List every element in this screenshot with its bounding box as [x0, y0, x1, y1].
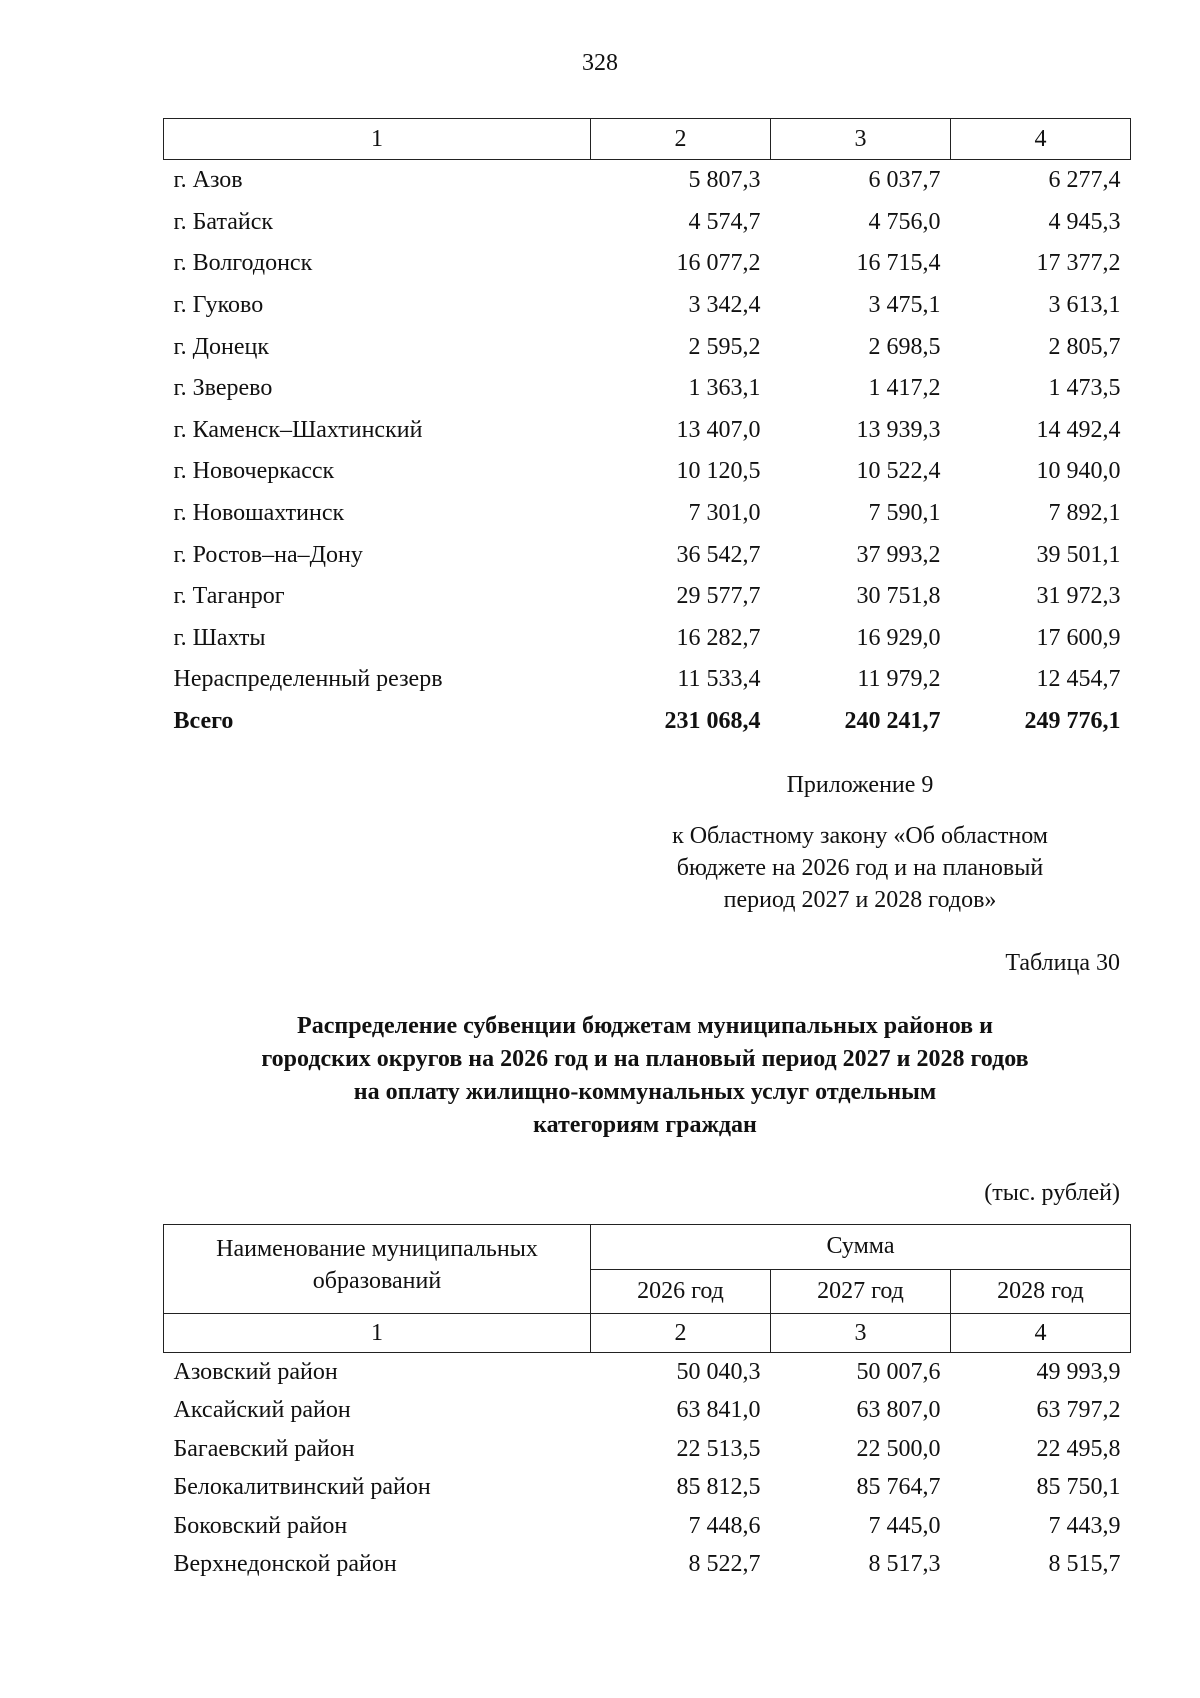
value-2028: 7 892,1: [1048, 500, 1121, 527]
value-2028: 22 495,8: [1036, 1435, 1121, 1462]
value-2026: 231 068,4: [664, 708, 761, 735]
table-row: [164, 410, 1131, 452]
value-2027: 1 417,2: [868, 375, 941, 402]
title-line: городских округов на 2026 год и на плановый период 2027 и 2028 годов: [261, 1046, 1029, 1072]
value-2027: 30 751,8: [856, 583, 941, 610]
row-name: г. Новошахтинск: [173, 500, 345, 527]
table-row: [164, 285, 1131, 327]
value-2026: 16 077,2: [676, 250, 761, 277]
table-row: [164, 534, 1131, 576]
row-name: г. Новочеркасск: [173, 458, 335, 485]
value-2027: 11 979,2: [857, 666, 941, 693]
column-number: 2: [591, 1314, 771, 1353]
value-2026: 50 040,3: [676, 1358, 761, 1385]
column-number: 1: [164, 119, 591, 160]
row-name: г. Каменск–Шахтинский: [173, 416, 423, 443]
table-row: [164, 1430, 1131, 1469]
value-2026: 7 301,0: [688, 500, 761, 527]
units-label: (тыс. рублей): [984, 1180, 1120, 1206]
row-name: Аксайский район: [173, 1397, 351, 1424]
value-2028: 1 473,5: [1048, 375, 1121, 402]
column-number: 4: [951, 119, 1131, 160]
total-row: [164, 701, 1131, 743]
table-row: [164, 659, 1131, 701]
table-row: [164, 243, 1131, 285]
appendix-reference: [600, 820, 1120, 916]
value-2028: 14 492,4: [1036, 416, 1121, 443]
appendix-ref-line: бюджете на 2026 год и на плановый: [676, 855, 1044, 881]
header-name: Наименование муниципальных образований: [164, 1225, 591, 1314]
table-label: Таблица 30: [1005, 950, 1120, 976]
header-year: 2028 год: [951, 1269, 1131, 1314]
value-2028: 4 945,3: [1048, 208, 1121, 235]
table-row: [164, 202, 1131, 244]
row-name: Всего: [173, 708, 234, 735]
value-2028: 17 377,2: [1036, 250, 1121, 277]
table-row: [164, 326, 1131, 368]
value-2027: 22 500,0: [856, 1435, 941, 1462]
column-number: 4: [951, 1314, 1131, 1353]
value-2027: 3 475,1: [868, 292, 941, 319]
column-number: 3: [771, 1314, 951, 1353]
title-line: на оплату жилищно-коммунальных услуг отдельным: [353, 1079, 937, 1105]
value-2026: 8 522,7: [688, 1551, 761, 1578]
value-2026: 11 533,4: [677, 666, 761, 693]
value-2028: 2 805,7: [1048, 333, 1121, 360]
value-2027: 50 007,6: [856, 1358, 941, 1385]
header-sum: Сумма: [591, 1225, 1131, 1270]
row-name: г. Шахты: [173, 624, 266, 651]
header-row: [164, 1225, 1131, 1270]
subvention-table: [163, 1224, 1131, 1584]
page-number: 328: [582, 50, 618, 76]
value-2028: 49 993,9: [1036, 1358, 1121, 1385]
value-2028: 6 277,4: [1048, 167, 1121, 194]
value-2026: 10 120,5: [676, 458, 761, 485]
row-name: Азовский район: [173, 1358, 338, 1385]
value-2028: 17 600,9: [1036, 624, 1121, 651]
table-row: [164, 160, 1131, 202]
value-2028: 8 515,7: [1048, 1551, 1121, 1578]
value-2027: 8 517,3: [868, 1551, 941, 1578]
row-name: Верхнедонской район: [173, 1551, 397, 1578]
table-row: [164, 1392, 1131, 1431]
table-row: [164, 1546, 1131, 1585]
value-2026: 2 595,2: [688, 333, 761, 360]
value-2027: 2 698,5: [868, 333, 941, 360]
value-2026: 1 363,1: [688, 375, 761, 402]
header-year: 2027 год: [771, 1269, 951, 1314]
value-2026: 22 513,5: [676, 1435, 761, 1462]
column-number: 3: [771, 119, 951, 160]
value-2026: 5 807,3: [688, 167, 761, 194]
title-line: Распределение субвенции бюджетам муниципальных районов и: [297, 1013, 993, 1039]
row-name: г. Таганрог: [173, 583, 285, 610]
value-2027: 63 807,0: [856, 1397, 941, 1424]
value-2027: 85 764,7: [856, 1474, 941, 1501]
row-name: г. Гуково: [173, 292, 264, 319]
value-2027: 4 756,0: [868, 208, 941, 235]
row-name: Боковский район: [173, 1512, 348, 1539]
row-name: г. Батайск: [173, 208, 274, 235]
value-2028: 12 454,7: [1036, 666, 1121, 693]
row-name: г. Ростов–на–Дону: [173, 541, 363, 568]
value-2027: 10 522,4: [856, 458, 941, 485]
value-2027: 16 929,0: [856, 624, 941, 651]
table-row: [164, 1353, 1131, 1392]
row-name: Нераспределенный резерв: [173, 666, 443, 693]
column-number-row: [164, 1314, 1131, 1353]
table-row: [164, 1469, 1131, 1508]
value-2026: 13 407,0: [676, 416, 761, 443]
value-2026: 85 812,5: [676, 1474, 761, 1501]
row-name: Багаевский район: [173, 1435, 355, 1462]
value-2028: 3 613,1: [1048, 292, 1121, 319]
value-2028: 31 972,3: [1036, 583, 1121, 610]
column-number: 1: [164, 1314, 591, 1353]
value-2027: 6 037,7: [868, 167, 941, 194]
appendix-ref-line: к Областному закону «Об областном: [672, 823, 1048, 849]
header-year: 2026 год: [591, 1269, 771, 1314]
value-2026: 3 342,4: [688, 292, 761, 319]
row-name: г. Азов: [173, 167, 243, 194]
row-name: г. Зверево: [173, 375, 273, 402]
row-name: г. Волгодонск: [173, 250, 313, 277]
appendix-ref-line: период 2027 и 2028 годов»: [723, 887, 997, 913]
table-row: [164, 576, 1131, 618]
value-2026: 7 448,6: [688, 1512, 761, 1539]
value-2027: 7 590,1: [868, 500, 941, 527]
value-2027: 37 993,2: [856, 541, 941, 568]
table-row: [164, 493, 1131, 535]
value-2028: 249 776,1: [1024, 708, 1121, 735]
value-2028: 10 940,0: [1036, 458, 1121, 485]
value-2028: 39 501,1: [1036, 541, 1121, 568]
table-continuation: [163, 118, 1131, 742]
table-title: [150, 1010, 1140, 1142]
value-2028: 7 443,9: [1048, 1512, 1121, 1539]
value-2026: 29 577,7: [676, 583, 761, 610]
column-number: 2: [591, 119, 771, 160]
table-row: [164, 451, 1131, 493]
value-2026: 16 282,7: [676, 624, 761, 651]
value-2027: 13 939,3: [856, 416, 941, 443]
row-name: Белокалитвинский район: [173, 1474, 431, 1501]
value-2027: 7 445,0: [868, 1512, 941, 1539]
value-2027: 240 241,7: [844, 708, 941, 735]
value-2026: 36 542,7: [676, 541, 761, 568]
value-2026: 63 841,0: [676, 1397, 761, 1424]
column-number-row: [164, 119, 1131, 160]
appendix-label: Приложение 9: [786, 772, 934, 798]
value-2027: 16 715,4: [856, 250, 941, 277]
table-row: [164, 368, 1131, 410]
table-row: [164, 1507, 1131, 1546]
value-2026: 4 574,7: [688, 208, 761, 235]
title-line: категориям граждан: [533, 1112, 757, 1138]
row-name: г. Донецк: [173, 333, 270, 360]
value-2028: 85 750,1: [1036, 1474, 1121, 1501]
value-2028: 63 797,2: [1036, 1397, 1121, 1424]
table-row: [164, 618, 1131, 660]
